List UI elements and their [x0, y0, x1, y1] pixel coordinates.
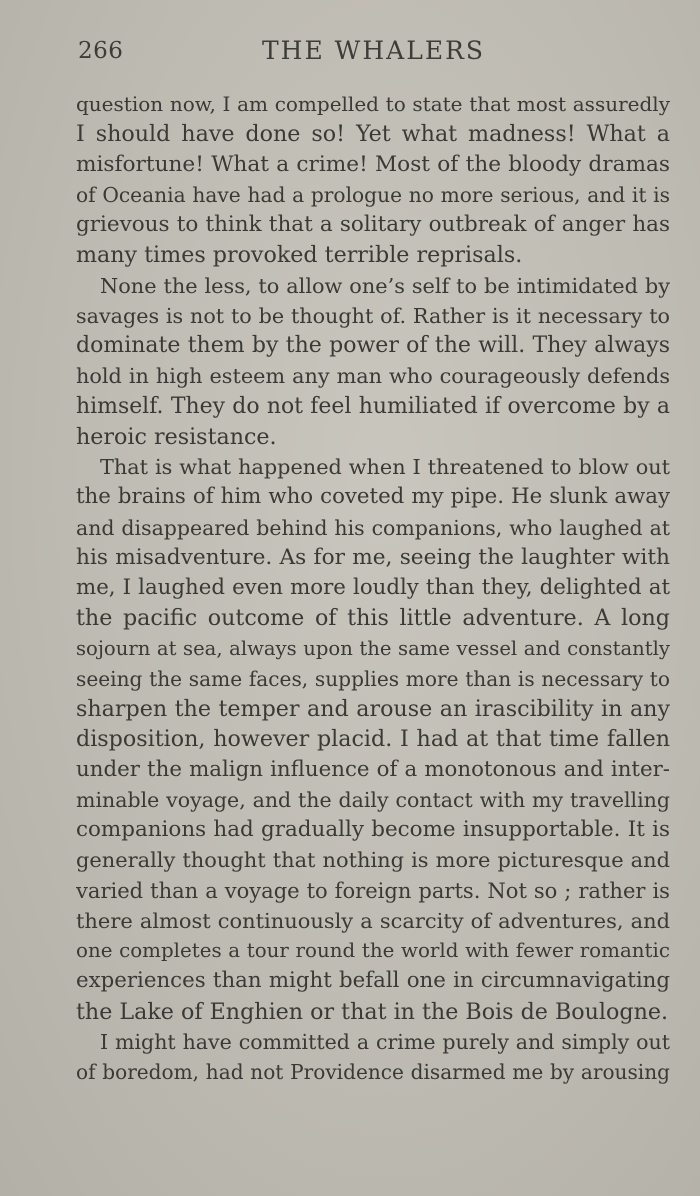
text-line: and disappeared behind his companions, who laughed at — [76, 515, 670, 540]
text-line: seeing the same faces, supplies more than is necessary to — [76, 666, 670, 691]
text-line: the pacific outcome of this little adventure. A long — [76, 605, 670, 632]
text-line: I should have done so! Yet what madness! What a — [76, 121, 670, 148]
text-line: sharpen the temper and arouse an irascibility in any — [76, 696, 670, 722]
text-line: misfortune! What a crime! Most of the bloody dramas — [76, 151, 670, 177]
text-line: many times provoked terrible reprisals. — [76, 242, 523, 269]
text-line: heroic resistance. — [76, 423, 277, 450]
text-line: companions had gradually become insupportable. It is — [76, 817, 670, 842]
text-line: himself. They do not feel humiliated if overcome by a — [76, 393, 670, 419]
text-line: grievous to think that a solitary outbreak of anger has — [76, 212, 670, 237]
text-line: generally thought that nothing is more picturesque and — [76, 848, 670, 873]
text-line: disposition, however placid. I had at that time fallen — [76, 726, 670, 753]
paragraph-2 — [76, 271, 670, 453]
text-line: minable voyage, and the daily contact with my travelling — [76, 787, 670, 812]
text-line: varied than a voyage to foreign parts. Not so ; rather is — [76, 877, 670, 903]
text-line: under the malign influence of a monotonous and inter- — [76, 756, 670, 782]
text-line: None the less, to allow one’s self to be intimidated by — [100, 273, 670, 298]
text-line: of boredom, had not Providence disarmed me by arousing — [76, 1060, 670, 1084]
running-title: THE WHALERS — [262, 36, 486, 65]
text-line: experiences than might befall one in circumnavigating — [76, 968, 670, 994]
text-line: one completes a tour round the world with fewer romantic — [76, 939, 670, 962]
paragraph-1 — [76, 89, 670, 271]
text-line: question now, I am compelled to state that most assuredly — [76, 92, 670, 116]
text-line: savages is not to be thought of. Rather is it necessary to — [76, 303, 670, 328]
text-line: there almost continuously a scarcity of adventures, and — [76, 908, 670, 933]
text-line: the Lake of Enghien or that in the Bois de Boulogne. — [76, 998, 669, 1025]
text-line: I might have committed a crime purely and simply out — [100, 1029, 670, 1054]
text-line: his misadventure. As for me, seeing the laughter with — [76, 544, 670, 570]
paragraph-3 — [76, 452, 670, 1027]
text-line: That is what happened when I threatened to blow out — [100, 455, 670, 479]
text-line: hold in high esteem any man who courageously defends — [76, 364, 670, 389]
text-line: dominate them by the power of the will. They always — [76, 333, 670, 358]
text-line: me, I laughed even more loudly than they, delighted at — [76, 575, 670, 600]
text-line: sojourn at sea, always upon the same vessel and constantly — [76, 636, 670, 660]
text-line: the brains of him who coveted my pipe. He slunk away — [76, 484, 670, 510]
text-line: of Oceania have had a prologue no more serious, and it is — [76, 182, 670, 207]
running-head — [78, 38, 668, 70]
page-number: 266 — [78, 38, 124, 64]
body-text — [76, 89, 670, 1087]
paragraph-4 — [76, 1027, 670, 1088]
